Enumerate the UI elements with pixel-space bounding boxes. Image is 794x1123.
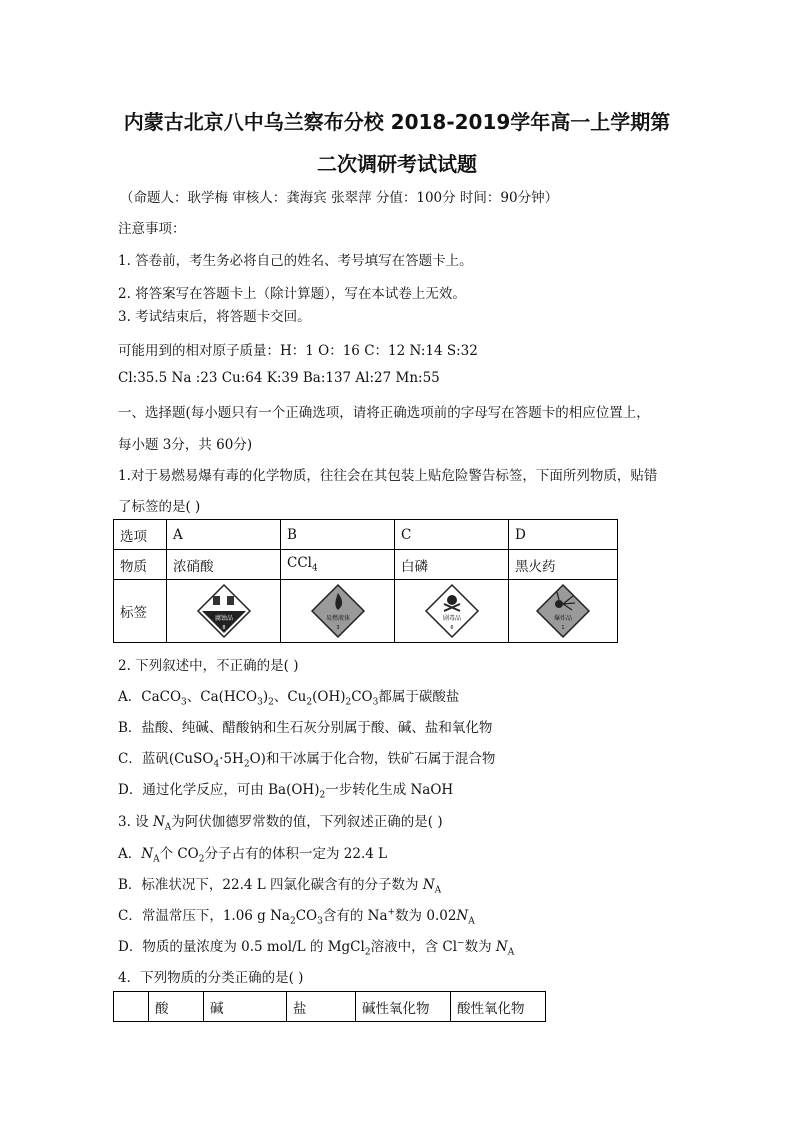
option-cell: B [281, 520, 395, 550]
label-text: 腐蚀品 [214, 615, 233, 622]
substance-cell: CCl$_4$ [281, 550, 395, 580]
table-header-cell: 碱性氧化物 [356, 992, 451, 1022]
note-item: 2. 将答案写在答题卡上（除计算题），写在本试卷上无效。 [118, 286, 466, 302]
question-3-option-d: D．物质的量浓度为 0.5 mol/L 的 MgCl$_2$溶液中，含 Cl−数为 $N_A$ [118, 938, 515, 958]
option-cell: A [167, 520, 281, 550]
question-1-stem: 了标签的是( ) [118, 499, 201, 515]
question-2-option-b: B．盐酸、纯碱、醋酸钠和生石灰分别属于酸、碱、盐和氧化物 [118, 720, 493, 736]
question-2-option-a: A．CaCO$_3$、$Ca(HCO_3)_2$、$Cu_2(OH)_2CO_3$都属于碳酸盐 [118, 689, 460, 708]
table-header-cell: 酸性氧化物 [451, 992, 546, 1022]
substance-cell: 浓硝酸 [167, 550, 281, 580]
label-text: 易燃液体 [325, 615, 350, 622]
label-number: 8 [221, 625, 226, 631]
question-2-stem: 2. 下列叙述中，不正确的是( ) [118, 658, 299, 674]
label-cell [509, 580, 618, 643]
substance-cell: 白磷 [395, 550, 509, 580]
table-header-cell: 标签 [114, 580, 167, 643]
question-3-option-c: C．常温常压下，1.06 g $Na_2CO_3$含有的 Na+数为 $0.02N_A$ [118, 907, 475, 927]
question-1-stem: 1.对于易燃易爆有毒的化学物质，往往会在其包装上贴危险警告标签，下面所列物质，贴错 [118, 468, 658, 484]
exam-info: （命题人：耿学梅 审核人：龚海宾 张翠萍 分值：100分 时间：90分钟） [120, 190, 559, 206]
question-4-stem: 4．下列物质的分类正确的是( ) [118, 970, 304, 986]
question-3-option-b: B．标准状况下，22.4 L 四氯化碳含有的分子数为 $N_A$ [118, 877, 442, 896]
option-cell: D [509, 520, 618, 550]
question-2-option-c: C．蓝矾$(CuSO_4\cdot 5H_2O)$和干冰属于化合物，铁矿石属于混合物 [118, 751, 496, 770]
note-item: 1. 答卷前，考生务必将自己的姓名、考号填写在答题卡上。 [118, 253, 473, 269]
label-number: 6 [449, 625, 454, 631]
table-header-cell: 选项 [114, 520, 167, 550]
label-cell [167, 580, 281, 643]
section-heading: 每小题 3分，共 60分) [118, 437, 253, 453]
note-item: 3. 考试结束后，将答题卡交回。 [118, 309, 311, 325]
table-header-cell [114, 992, 149, 1022]
label-number: 3 [335, 625, 340, 631]
substance-cell: 黑火药 [509, 550, 618, 580]
table-header-cell: 碱 [204, 992, 287, 1022]
page-title-line2: 二次调研考试试题 [317, 152, 477, 176]
toxic-icon [424, 583, 480, 639]
explosive-icon [535, 583, 591, 639]
question-3-stem: 3. 设 $N_A$为阿伏伽德罗常数的值，下列叙述正确的是( ) [118, 814, 443, 833]
question-4-table [113, 991, 546, 1022]
question-1-table [113, 519, 618, 643]
notes-heading: 注意事项： [118, 221, 186, 237]
option-cell: C [395, 520, 509, 550]
table-header-cell: 物质 [114, 550, 167, 580]
section-heading: 一、选择题(每小题只有一个正确选项，请将正确选项前的字母写在答题卡的相应位置上， [118, 405, 650, 421]
corrosive-icon [196, 583, 252, 639]
label-cell [281, 580, 395, 643]
question-2-option-d: D．通过化学反应，可由 $Ba(OH)_2$一步转化生成 NaOH [118, 782, 454, 801]
question-3-option-a: A．$N_A$个 $CO_2$分子占有的体积一定为 22.4 L [118, 846, 388, 865]
table-header-cell: 酸 [149, 992, 204, 1022]
atomic-mass-line: Cl:35.5 Na :23 Cu:64 K:39 Ba:137 Al:27 Mn:55 [118, 370, 440, 386]
page-title: 内蒙古北京八中乌兰察布分校 2018-2019学年高一上学期第 [123, 110, 671, 134]
label-cell [395, 580, 509, 643]
label-number: 1 [561, 625, 565, 631]
label-text: 爆炸品 [553, 615, 573, 622]
flammable-liquid-icon [310, 583, 366, 639]
table-header-cell: 盐 [287, 992, 356, 1022]
atomic-mass-line: 可能用到的相对原子质量：H：1 O：16 C：12 N:14 S:32 [118, 343, 478, 359]
label-text: 剧毒品 [442, 615, 461, 622]
